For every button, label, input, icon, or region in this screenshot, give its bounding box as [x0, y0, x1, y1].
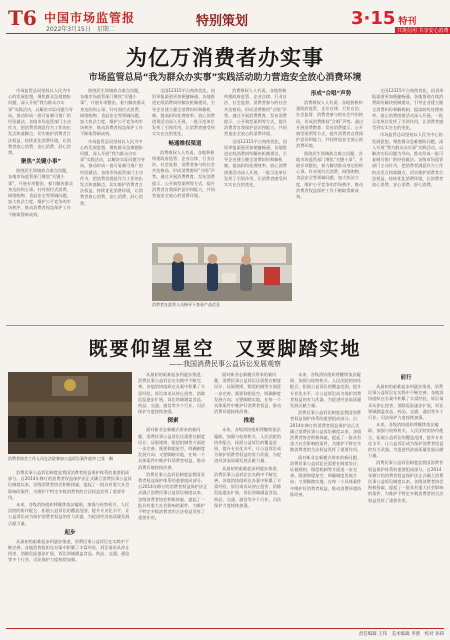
article1-column-6 [372, 88, 444, 313]
article1-paragraph: 市场监管总局坚持以人民为中心的发展思想，聚焦群众急难愁盼问题，深入开展“我为群众办实事”实践活动，以解决实际问题为导向，推动形成一批可复制可推广的经验做法。各级市场监管部门主动作为，把消费者满意作为工作的出发点和落脚点，切实维护消费者合法权益，持续优化消费环境，让消费者放心消费、安心消费、舒心消费。 [80, 138, 145, 206]
article1-paragraph: 围绕民生领域热点难点问题，各地市场监管部门聚焦“关键小事”，开展专项整治，着力解决群众身边的烦心事。针对预付式消费、网络购物、食品安全等领域问题，加大执法力度，维护公平竞争的市场秩序，推动消费者权益保护工作不断取得新成效。 [296, 150, 364, 200]
article1-subtitle: 聚焦“关键小事” [20, 159, 62, 166]
article2-subtitle: 起步 [64, 529, 76, 536]
article1-paragraph: 消费维权人人有责。各地积极构建政府监管、企业自律、行业自治、社会监督、消费者参与的社会共治格局，形成消费维权“合唱”声势。通过开展消费教育、发布消费提示、公开典型案例等方式，提升消费者自我保护意识和能力，共同营造安全放心的消费环境。 [152, 149, 215, 199]
article1-photo-caption: 消费者在监管人员指导下查看产品信息 [152, 302, 220, 307]
editor-credits: 责任编辑 王伟 美术编辑 李蕾 校对 孙莉 [358, 632, 444, 637]
special-issue-badge [351, 8, 449, 34]
article2-column-4 [290, 372, 362, 625]
courtroom-illustration [8, 372, 132, 454]
article2-paragraph: 从最初的艰难起步到逐步推进，消费民事公益诉讼在实践中不断完善。各地消协组织在办案中积累了丰富经验，诉讼请求从停止侵害、消除危险逐步扩展，诉讼领域涵盖食品、药品、交通、通信等多个行业，司法保护力度持续加强。 [138, 372, 206, 415]
article2-paragraph: 未来，各级消协组织将继续依法履职，加强与检察机关、人民法院的协作配合，拓展公益诉讼的覆盖范围，提升专业化水平，让公益诉讼成为保护消费者权益的有力武器，为促进经济高质量发展贡献力量。 [214, 427, 282, 464]
article2-paragraph: 面对新业态新模式带来的新问题，消费民事公益诉讼还需要在制度设计、证据规则、赔偿机制等方面进一步完善。既要仰望星空，明确制度发展方向；又要脚踏实地，在每一个具体案件中维护好消费者权益，推动消费环境持续改善。 [290, 454, 362, 497]
article2-column-3 [214, 372, 284, 625]
article1-column-5 [296, 88, 366, 313]
article1-headline: 为亿万消费者办实事 [126, 45, 324, 70]
article1-paragraph: 围绕民生领域热点难点问题，各地市场监管部门聚焦“关键小事”，开展专项整治，着力解决群众身边的烦心事。针对预付式消费、网络购物、食品安全等领域问题，加大执法力度，维护公平竞争的市场秩序，推动消费者权益保护工作不断取得新成效。 [80, 88, 145, 137]
article2-paragraph: 消费民事公益诉讼制度是我国消费者权益保护体系的重要组成部分。自2014年修订的消费者权益保护法正式确立消费民事公益诉讼制度以来，各级消费者协会积极探索，提起了一批具有重大社会影响的案件，为维护不特定多数消费者的合法权益发挥了重要作用。 [290, 410, 362, 453]
article1-paragraph: 市场监管总局坚持以人民为中心的发展思想，聚焦群众急难愁盼问题，深入开展“我为群众办实事”实践活动，以解决实际问题为导向，推动形成一批可复制可推广的经验做法。各级市场监管部门主动作为，把消费者满意作为工作的出发点和落脚点，切实维护消费者合法权益，持续优化消费环境，让消费者放心消费、安心消费、舒心消费。 [372, 132, 444, 188]
article2-paragraph: 从最初的艰难起步到逐步推进，消费民事公益诉讼在实践中不断完善。各地消协组织在办案中积累了丰富经验，诉讼请求从停止侵害、消除危险逐步扩展，诉讼领域涵盖食品、药品、交通、通信等多个行业，司法保护力度持续加强。 [214, 465, 282, 508]
article2-subtitle: 前行 [400, 375, 412, 381]
article1-subtitle: 畅通维权渠道 [168, 140, 202, 147]
article2-paragraph: 未来，各级消协组织将继续依法履职，加强与检察机关、人民法院的协作配合，拓展公益诉讼的覆盖范围，提升专业化水平，让公益诉讼成为保护消费者权益的有力武器，为促进经济高质量发展贡献力量。 [290, 372, 362, 409]
article2-paragraph: 消费民事公益诉讼制度是我国消费者权益保护体系的重要组成部分。自2014年修订的消费者权益保护法正式确立消费民事公益诉讼制度以来，各级消费者协会积极探索，提起了一批具有重大社会影响的案件，为维护不特定多数消费者的合法权益发挥了重要作用。 [8, 470, 132, 500]
masthead [6, 4, 449, 34]
newspaper-brand: 中国市场监管报 [44, 11, 136, 25]
article2-paragraph: 未来，各级消协组织将继续依法履职，加强与检察机关、人民法院的协作配合，拓展公益诉讼的覆盖范围，提升专业化水平，让公益诉讼成为保护消费者权益的有力武器，为促进经济高质量发展贡献力量。 [368, 422, 444, 459]
article1-column-4 [224, 88, 290, 240]
article2-subtitle: 推进 [243, 418, 255, 425]
article1-subtitle: 形成“合唱”声势 [310, 91, 352, 97]
dateline [46, 24, 115, 33]
article2-paragraph: 面对新业态新模式带来的新问题，消费民事公益诉讼还需要在制度设计、证据规则、赔偿机制等方面进一步完善。既要仰望星空，明确制度发展方向；又要脚踏实地，在每一个具体案件中维护好消费者权益，推动消费环境持续改善。 [214, 372, 282, 415]
article1-paragraph: 全国12315平台持续优化，投诉举报渠道更加便捷畅通。各地推进在线消费纠纷解决机制建设，引导企业建立健全消费纠纷和解机制，提高纠纷处理效率。放心消费创建活动深入开展，一批示范单位发挥了引领作用，让消费者感受到实实在在的变化。 [372, 88, 444, 131]
article1-paragraph: 全国12315平台持续优化，投诉举报渠道更加便捷畅通。各地推进在线消费纠纷解决机制建设，引导企业建立健全消费纠纷和解机制，提高纠纷处理效率。放心消费创建活动深入开展，一批示范单位发挥了引领作用，让消费者感受到实实在在的变化。 [224, 138, 288, 188]
article2-paragraph: 消费民事公益诉讼制度是我国消费者权益保护体系的重要组成部分。自2014年修订的消费者权益保护法正式确立消费民事公益诉讼制度以来，各级消费者协会积极探索，提起了一批具有重大社会影响的案件，为维护不特定多数消费者的合法权益发挥了重要作用。 [138, 471, 208, 521]
article2-column-1 [8, 470, 132, 625]
date: 2022年3月15日 [46, 26, 91, 33]
article2-paragraph: 面对新业态新模式带来的新问题，消费民事公益诉讼还需要在制度设计、证据规则、赔偿机制等方面进一步完善。既要仰望星空，明确制度发展方向；又要脚踏实地，在每一个具体案件中维护好消费者权益，推动消费环境持续改善。 [138, 427, 206, 470]
article2-photo-caption [8, 456, 132, 462]
article2-subhead: ——我国消费民事公益诉讼发展观察 [169, 360, 281, 368]
page-footer [6, 628, 444, 638]
article1-paragraph: 消费维权人人有责。各地积极构建政府监管、企业自律、行业自治、社会监督、消费者参与的社会共治格局，形成消费维权“合唱”声势。通过开展消费教育、发布消费提示、公开典型案例等方式，提升消费者自我保护意识和能力，共同营造安全放心的消费环境。 [296, 100, 364, 149]
article1-paragraph: 围绕民生领域热点难点问题，各地市场监管部门聚焦“关键小事”，开展专项整治，着力解决群众身边的烦心事。针对预付式消费、网络购物、食品安全等领域问题，加大执法力度，维护公平竞争的市场秩序，推动消费者权益保护工作不断取得新成效。 [8, 168, 73, 217]
article-divider [6, 325, 444, 326]
article1-column-2 [80, 88, 146, 313]
section-title: 特别策划 [196, 14, 249, 29]
article2-paragraph: 未来，各级消协组织将继续依法履职，加强与检察机关、人民法院的协作配合，拓展公益诉讼的覆盖范围，提升专业化水平，让公益诉讼成为保护消费者权益的有力武器，为促进经济高质量发展贡献力量。 [8, 502, 130, 526]
article1-paragraph: 消费维权人人有责。各地积极构建政府监管、企业自律、行业自治、社会监督、消费者参与的社会共治格局，形成消费维权“合唱”声势。通过开展消费教育、发布消费提示、公开典型案例等方式，提升消费者自我保护意识和能力，共同营造安全放心的消费环境。 [224, 88, 287, 137]
article1-column-3 [152, 88, 218, 240]
shop-inspection-illustration [152, 243, 292, 301]
article2-paragraph: 消费民事公益诉讼制度是我国消费者权益保护体系的重要组成部分。自2014年修订的消费者权益保护法正式确立消费民事公益诉讼制度以来，各级消费者协会积极探索，提起了一批具有重大社会影响的案件，为维护不特定多数消费者的合法权益发挥了重要作用。 [368, 460, 444, 503]
article1-subhead: 市场监管总局“我为群众办实事”实践活动助力营造安全放心消费环境 [88, 73, 362, 83]
article1-paragraph: 市场监管总局坚持以人民为中心的发展思想，聚焦群众急难愁盼问题，深入开展“我为群众办实事”实践活动，以解决实际问题为导向，推动形成一批可复制可推广的经验做法。各级市场监管部门主动作为，把消费者满意作为工作的出发点和落脚点，切实维护消费者合法权益，持续优化消费环境，让消费者放心消费、安心消费、舒心消费。 [8, 88, 73, 156]
article1-paragraph: 全国12315平台持续优化，投诉举报渠道更加便捷畅通。各地推进在线消费纠纷解决机制建设，引导企业建立健全消费纠纷和解机制，提高纠纷处理效率。放心消费创建活动深入开展，一批示范单位发挥了引领作用，让消费者感受到实实在在的变化。 [152, 88, 216, 137]
photo-caption-text: 消费者协会工作人员在法院参加公益诉讼案件庭审 [8, 456, 96, 461]
article2-subtitle: 探索 [167, 418, 179, 425]
badge-label: 特刊 [398, 17, 417, 27]
badge-slogan: 共筑信用 共享安心消费 [397, 28, 449, 34]
page-number: T6 [8, 6, 37, 30]
article2-column-2 [138, 372, 208, 625]
article1-column-1 [8, 88, 74, 313]
article1-photo [152, 243, 292, 301]
article2-headline: 既要仰望星空 又要脚踏实地 [88, 338, 362, 360]
article2-photo [8, 372, 132, 454]
article2-column-5 [368, 372, 444, 625]
badge-date: 3·15 [351, 8, 396, 29]
article2-paragraph: 从最初的艰难起步到逐步推进，消费民事公益诉讼在实践中不断完善。各地消协组织在办案中积累了丰富经验，诉讼请求从停止侵害、消除危险逐步扩展，诉讼领域涵盖食品、药品、交通、通信等多个行业，司法保护力度持续加强。 [368, 384, 444, 421]
article-author: □张 琳 [97, 456, 114, 461]
weekday: 星期二 [96, 26, 115, 33]
article2-paragraph: 从最初的艰难起步到逐步推进，消费民事公益诉讼在实践中不断完善。各地消协组织在办案中积累了丰富经验，诉讼请求从停止侵害、消除危险逐步扩展，诉讼领域涵盖食品、药品、交通、通信等多个行业，司法保护力度持续加强。 [8, 538, 130, 563]
